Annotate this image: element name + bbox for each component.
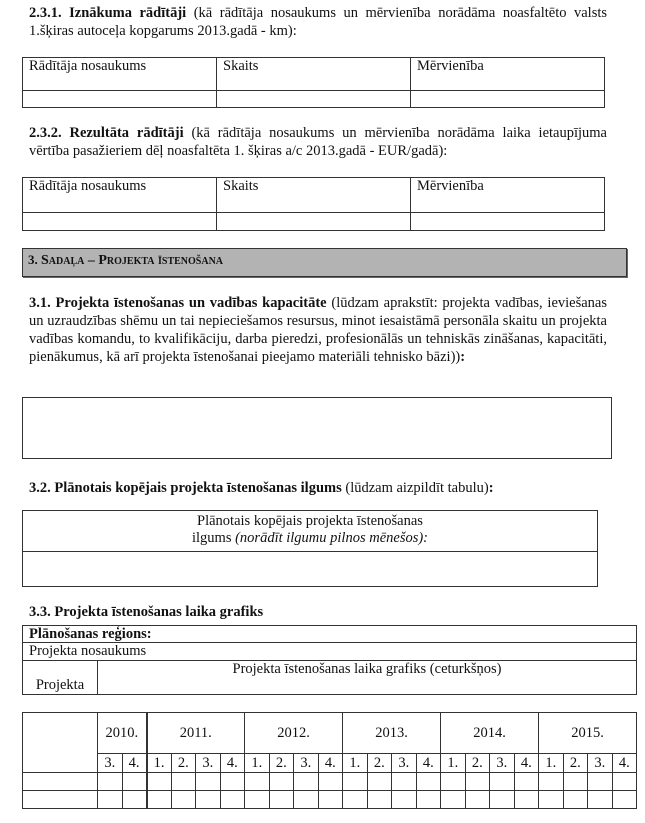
indicator-name-input[interactable] <box>23 213 217 231</box>
quarter-2011-4: 4. <box>220 754 245 773</box>
timeline-cell[interactable] <box>220 773 245 791</box>
schedule-info-table <box>22 625 637 695</box>
duration-table <box>22 510 598 587</box>
quarter-2014-4: 4. <box>514 754 539 773</box>
timeline-cell[interactable] <box>588 773 613 791</box>
timeline-cell[interactable] <box>147 791 172 809</box>
section-3-title: Sadaļa – Projekta īstenošana <box>41 253 224 268</box>
timeline-cell[interactable] <box>269 791 294 809</box>
quarter-2011-2: 2. <box>171 754 196 773</box>
count-input[interactable] <box>217 213 411 231</box>
duration-header: Plānotais kopējais projekta īstenošanas ilgums (norādīt ilgumu pilnos mēnešos): <box>23 511 598 552</box>
quarter-2010-4: 4. <box>122 754 147 773</box>
quarter-2013-2: 2. <box>367 754 392 773</box>
quarter-2012-3: 3. <box>294 754 319 773</box>
timeline-cell[interactable] <box>490 773 515 791</box>
quarter-2012-4: 4. <box>318 754 343 773</box>
quarter-2013-4: 4. <box>416 754 441 773</box>
section-2-3-1-description: (kā rādītāja nosaukums un mērvienība norādāma noasfaltēto valsts 1.šķiras autoceļa kopgarums 2013.gadā - km): <box>29 5 608 39</box>
timeline-cell[interactable] <box>171 773 196 791</box>
timeline-cell[interactable] <box>122 773 147 791</box>
year-2013: 2013. <box>343 713 441 754</box>
timeline-cell[interactable] <box>171 791 196 809</box>
project-column-label: Projekta <box>23 661 98 695</box>
header-indicator-name: Rādītāja nosaukums <box>23 178 217 213</box>
unit-input[interactable] <box>411 91 605 108</box>
section-2-3-2-heading: 2.3.2. Rezultāta rādītāji <box>29 125 184 141</box>
year-2011: 2011. <box>147 713 245 754</box>
indicator-name-input[interactable] <box>23 91 217 108</box>
section-2-3-2-text <box>29 124 607 160</box>
section-3-2-text: 3.2. Plānotais kopējais projekta īstenošanas ilgums (lūdzam aizpildīt tabulu): <box>29 480 494 496</box>
header-count: Skaits <box>217 58 411 91</box>
timeline-cell[interactable] <box>416 773 441 791</box>
timeline-cell[interactable] <box>514 791 539 809</box>
timeline-cell[interactable] <box>392 773 417 791</box>
year-2012: 2012. <box>245 713 343 754</box>
timeline-cell[interactable] <box>343 773 368 791</box>
timeline-cell[interactable] <box>98 791 123 809</box>
capacity-description-field[interactable] <box>22 397 612 459</box>
timeline-cell[interactable] <box>269 773 294 791</box>
timeline-cell[interactable] <box>612 773 637 791</box>
schedule-label: Projekta īstenošanas laika grafiks (ceturkšņos) <box>98 661 637 695</box>
timeline-cell[interactable] <box>490 791 515 809</box>
timeline-cell[interactable] <box>294 773 319 791</box>
section-3-1-heading: 3.1. Projekta īstenošanas un vadības kapacitāte <box>29 295 327 311</box>
section-3-2-heading: 3.2. Plānotais kopējais projekta īstenošanas ilgums <box>29 480 342 496</box>
header-unit: Mērvienība <box>411 178 605 213</box>
timeline-cell[interactable] <box>343 791 368 809</box>
timeline-cell[interactable] <box>416 791 441 809</box>
timeline-cell[interactable] <box>196 773 221 791</box>
timeline-cell[interactable] <box>441 773 466 791</box>
timeline-cell[interactable] <box>245 791 270 809</box>
year-2010: 2010. <box>98 713 147 754</box>
section-2-3-1-text <box>29 4 607 40</box>
planning-region-label: Plānošanas reģions: <box>23 626 637 643</box>
section-3-2-description: (lūdzam aizpildīt tabulu) <box>341 480 489 496</box>
timeline-cell[interactable] <box>122 791 147 809</box>
quarter-2014-2: 2. <box>465 754 490 773</box>
quarterly-timeline-table <box>22 712 637 809</box>
quarter-2014-1: 1. <box>441 754 466 773</box>
project-name-label: Projekta nosaukums <box>23 643 637 661</box>
quarter-2015-3: 3. <box>588 754 613 773</box>
year-2015: 2015. <box>539 713 637 754</box>
timeline-cell[interactable] <box>318 773 343 791</box>
timeline-cell[interactable] <box>318 791 343 809</box>
timeline-cell[interactable] <box>465 791 490 809</box>
unit-input[interactable] <box>411 213 605 231</box>
quarter-2013-1: 1. <box>343 754 368 773</box>
timeline-row-label-cell[interactable] <box>23 791 98 809</box>
quarter-2011-1: 1. <box>147 754 172 773</box>
timeline-cell[interactable] <box>465 773 490 791</box>
timeline-cell[interactable] <box>588 791 613 809</box>
quarter-2013-3: 3. <box>392 754 417 773</box>
section-3-1-text: 3.1. Projekta īstenošanas un vadības kapacitāte (lūdzam aprakstīt: projekta vadības, ieviešanas un uzraudzības shēmu un tai nepieciešamos resursus, minot iesaistāmā personāla skaitu un projekta vadības komandu, to kvalifikāciju, darba pieredzi, profesionālās un tehniskās zināšanas, kapacitāti, pienākumus, kā arī projekta īstenošanai pieejamo materiāli tehnisko bāzi)): <box>29 295 607 365</box>
timeline-row <box>23 791 637 809</box>
section-3-3-heading: 3.3. Projekta īstenošanas laika grafiks <box>29 604 264 620</box>
quarter-2012-2: 2. <box>269 754 294 773</box>
timeline-cell[interactable] <box>563 773 588 791</box>
timeline-cell[interactable] <box>294 791 319 809</box>
timeline-cell[interactable] <box>539 773 564 791</box>
count-input[interactable] <box>217 91 411 108</box>
timeline-cell[interactable] <box>612 791 637 809</box>
quarter-2011-3: 3. <box>196 754 221 773</box>
header-count: Skaits <box>217 178 411 213</box>
section-3-header <box>22 248 627 277</box>
timeline-cell[interactable] <box>220 791 245 809</box>
quarter-2014-3: 3. <box>490 754 515 773</box>
header-indicator-name: Rādītāja nosaukums <box>23 58 217 91</box>
quarter-2012-1: 1. <box>245 754 270 773</box>
section-2-3-2-description: (kā rādītāja nosaukums un mērvienība norādāma laika ietaupījuma vērtība pasažieriem dēļ noasfaltēta 1. šķiras a/c 2013.gadā - EUR/gadā): <box>29 125 607 159</box>
timeline-cell[interactable] <box>367 791 392 809</box>
timeline-cell[interactable] <box>367 773 392 791</box>
header-unit: Mērvienība <box>411 58 605 91</box>
timeline-corner-cell <box>23 713 98 773</box>
quarter-2015-1: 1. <box>539 754 564 773</box>
duration-input[interactable] <box>23 552 598 587</box>
quarter-2015-2: 2. <box>563 754 588 773</box>
year-2014: 2014. <box>441 713 539 754</box>
timeline-row-label-cell[interactable] <box>23 773 98 791</box>
output-indicators-table <box>22 57 605 108</box>
result-indicators-table <box>22 177 605 231</box>
timeline-cell[interactable] <box>441 791 466 809</box>
section-2-3-1-heading: 2.3.1. Iznākuma rādītāji <box>29 5 187 21</box>
duration-hint: (norādīt ilgumu pilnos mēnešos): <box>235 530 429 546</box>
timeline-cell[interactable] <box>98 773 123 791</box>
section-3-1-description: (lūdzam aprakstīt: projekta vadības, ieviešanas un uzraudzības shēmu un tai nepieciešamos resursus, minot iesaistāmā personāla skaitu un projekta vadības komandu, to kvalifikāciju, darba pieredzi, profesionālās un tehniskās zināšanas, kapacitāti, pienākumus, kā arī projekta īstenošanai pieejamo materiāli tehnisko bāzi)) <box>29 295 607 365</box>
timeline-cell[interactable] <box>539 791 564 809</box>
timeline-cell[interactable] <box>514 773 539 791</box>
timeline-cell[interactable] <box>196 791 221 809</box>
timeline-cell[interactable] <box>563 791 588 809</box>
quarter-2015-4: 4. <box>612 754 637 773</box>
quarter-2010-3: 3. <box>98 754 123 773</box>
timeline-cell[interactable] <box>147 773 172 791</box>
timeline-cell[interactable] <box>392 791 417 809</box>
timeline-cell[interactable] <box>245 773 270 791</box>
section-3-number: 3. <box>28 252 41 267</box>
timeline-row <box>23 773 637 791</box>
